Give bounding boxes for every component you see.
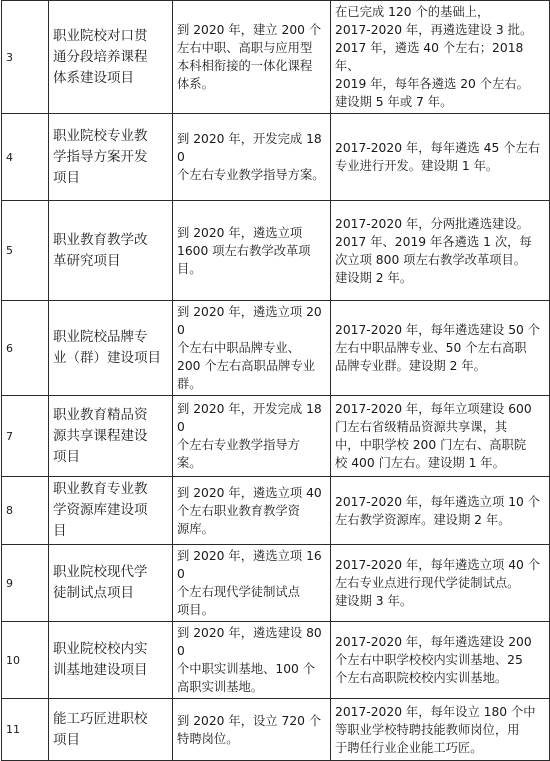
project-plan: 2017-2020 年，每年遴选建设 50 个 左右中职品牌专业、50 个左右高职 品牌专业群。建设期 2 年。 <box>331 301 550 396</box>
project-plan: 2017-2020 年，每年立项建设 600 门左右省级精品资源共享课，其 中，中职学校 200 门左右、高职院 校 400 门左右。建设期 1 年。 <box>331 396 550 477</box>
project-goal: 到 2020 年，遴选立项 1600 项左右教学改革项目。 <box>173 201 331 301</box>
project-goal: 到 2020 年，建立 200 个 左右中职、高职与应用型 本科相衔接的一体化课程 体系。 <box>173 1 331 114</box>
table-row <box>2 114 550 201</box>
row-number: 8 <box>2 477 49 545</box>
project-plan: 2017-2020 年，每年设立 180 个中 等职业学校特聘技能教师岗位，用 于聘任行业企业能工巧匠。 <box>331 699 550 761</box>
row-number: 10 <box>2 622 49 699</box>
row-number: 11 <box>2 699 49 761</box>
project-plan: 在已完成 120 个的基础上， 2017-2020 年，再遴选建设 3 批。 2017 年，遴选 40 个左右；2018 年、 2019 年，每年各遴选 20 个左右。 建设期 5 年或 7 年。 <box>331 1 550 114</box>
project-name: 能工巧匠进职校 项目 <box>49 699 173 761</box>
project-name: 职业教育专业教 学资源库建设项 目 <box>49 477 173 545</box>
table-row <box>2 396 550 477</box>
project-plan: 2017-2020 年，分两批遴选建设。 2017 年、2019 年各遴选 1 次，每 次立项 800 项左右教学改革项目。 建设期 2 年。 <box>331 201 550 301</box>
table-row <box>2 301 550 396</box>
project-goal: 到 2020 年，遴选立项 40 个左右职业教育教学资 源库。 <box>173 477 331 545</box>
project-plan: 2017-2020 年，每年遴选立项 10 个 左右教学资源库。建设期 2 年。 <box>331 477 550 545</box>
row-number: 4 <box>2 114 49 201</box>
project-goal: 到 2020 年，开发完成 180 个左右专业教学指导方案。 <box>173 114 331 201</box>
row-number: 7 <box>2 396 49 477</box>
project-name: 职业院校对口贯 通分段培养课程 体系建设项目 <box>49 1 173 114</box>
table-row <box>2 201 550 301</box>
project-name: 职业院校校内实 训基地建设项目 <box>49 622 173 699</box>
table-row <box>2 545 550 622</box>
project-name: 职业教育教学改 革研究项目 <box>49 201 173 301</box>
project-name: 职业院校现代学 徒制试点项目 <box>49 545 173 622</box>
row-number: 3 <box>2 1 49 114</box>
project-goal: 到 2020 年，设立 720 个 特聘岗位。 <box>173 699 331 761</box>
row-number: 5 <box>2 201 49 301</box>
table-row <box>2 699 550 761</box>
project-name: 职业院校专业教 学指导方案开发 项目 <box>49 114 173 201</box>
project-table <box>1 0 550 761</box>
project-goal: 到 2020 年，遴选立项 160 个左右现代学徒制试点 项目。 <box>173 545 331 622</box>
project-plan: 2017-2020 年，每年遴选建设 200 个左右中职学校校内实训基地、25 个左右高职院校校内实训基地。 <box>331 622 550 699</box>
row-number: 9 <box>2 545 49 622</box>
row-number: 6 <box>2 301 49 396</box>
project-goal: 到 2020 年，遴选立项 200 个左右中职品牌专业、 200 个左右高职品牌专业 群。 <box>173 301 331 396</box>
table-row <box>2 1 550 114</box>
table-row <box>2 477 550 545</box>
project-plan: 2017-2020 年，每年遴选立项 40 个 左右专业点进行现代学徒制试点。 建设期 3 年。 <box>331 545 550 622</box>
project-name: 职业院校品牌专 业（群）建设项目 <box>49 301 173 396</box>
project-name: 职业教育精品资 源共享课程建设 项目 <box>49 396 173 477</box>
project-goal: 到 2020 年，遴选建设 800 个中职实训基地、100 个 高职实训基地。 <box>173 622 331 699</box>
project-plan: 2017-2020 年，每年遴选 45 个左右 专业进行开发。建设期 1 年。 <box>331 114 550 201</box>
project-goal: 到 2020 年，开发完成 180 个左右专业教学指导方 案。 <box>173 396 331 477</box>
table-row <box>2 622 550 699</box>
